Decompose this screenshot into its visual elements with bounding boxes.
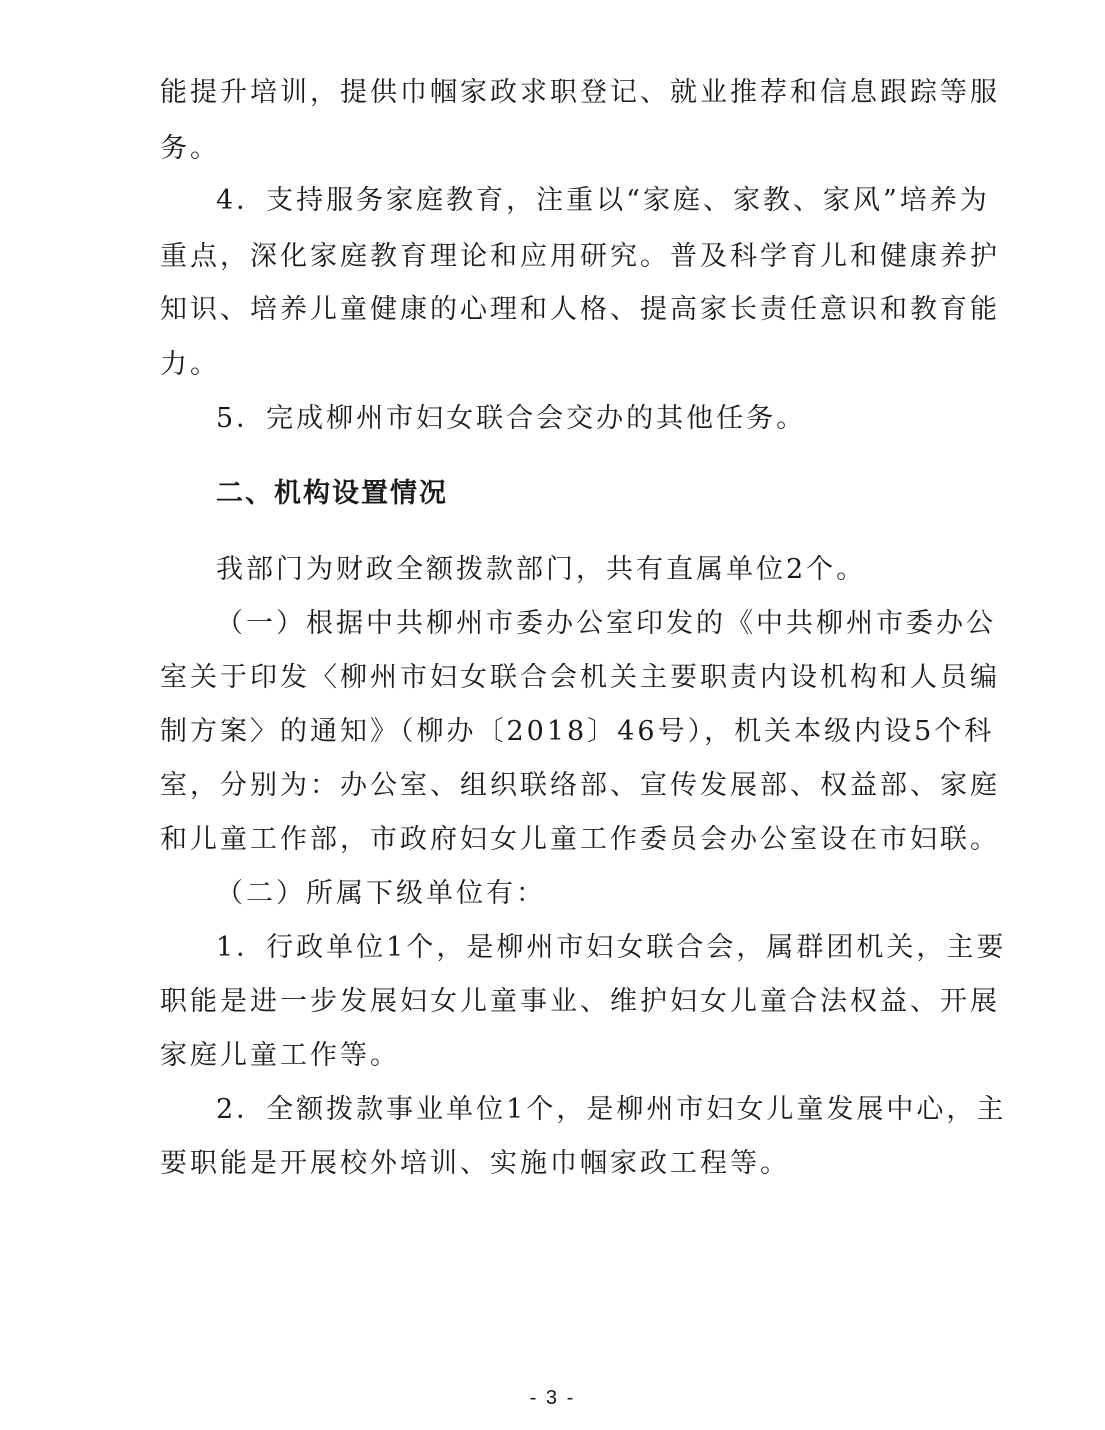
paragraph-line: 4．支持服务家庭教育，注重以“家庭、家教、家风”培养为	[216, 185, 990, 216]
paragraph-line: 和儿童工作部，市政府妇女儿童工作委员会办公室设在市妇联。	[160, 824, 1000, 855]
paragraph-line: 家庭儿童工作等。	[160, 1040, 400, 1071]
paragraph-line: 2．全额拨款事业单位1个，是柳州市妇女儿童发展中心，主	[216, 1094, 1007, 1125]
paragraph-line: 制方案〉的通知》（柳办〔2018〕46号），机关本级内设5个科	[160, 716, 995, 747]
paragraph-line: （一）根据中共柳州市委办公室印发的《中共柳州市委办公	[216, 608, 996, 639]
paragraph-line: 重点，深化家庭教育理论和应用研究。普及科学育儿和健康养护	[160, 241, 1000, 272]
paragraph-line: 力。	[160, 349, 220, 380]
section-heading: 二、机构设置情况	[216, 478, 448, 509]
paragraph-line: 务。	[160, 133, 220, 164]
paragraph-line: 室，分别为：办公室、组织联络部、宣传发展部、权益部、家庭	[160, 770, 1000, 801]
paragraph-line: 知识、培养儿童健康的心理和人格、提高家长责任意识和教育能	[160, 294, 1000, 325]
paragraph-line: 室关于印发〈柳州市妇女联合会机关主要职责内设机构和人员编	[160, 662, 1000, 693]
paragraph-line: 职能是进一步发展妇女儿童事业、维护妇女儿童合法权益、开展	[160, 986, 1000, 1017]
paragraph-line: 能提升培训，提供巾帼家政求职登记、就业推荐和信息跟踪等服	[160, 77, 1000, 108]
paragraph-line: 5．完成柳州市妇女联合会交办的其他任务。	[216, 403, 807, 434]
paragraph-line: 我部门为财政全额拨款部门，共有直属单位2个。	[216, 554, 867, 585]
paragraph-line: 要职能是开展校外培训、实施巾帼家政工程等。	[160, 1148, 790, 1179]
page-number: - 3 -	[529, 1387, 576, 1409]
paragraph-line: （二）所属下级单位有：	[216, 878, 546, 909]
paragraph-line: 1．行政单位1个，是柳州市妇女联合会，属群团机关，主要	[216, 932, 1007, 963]
